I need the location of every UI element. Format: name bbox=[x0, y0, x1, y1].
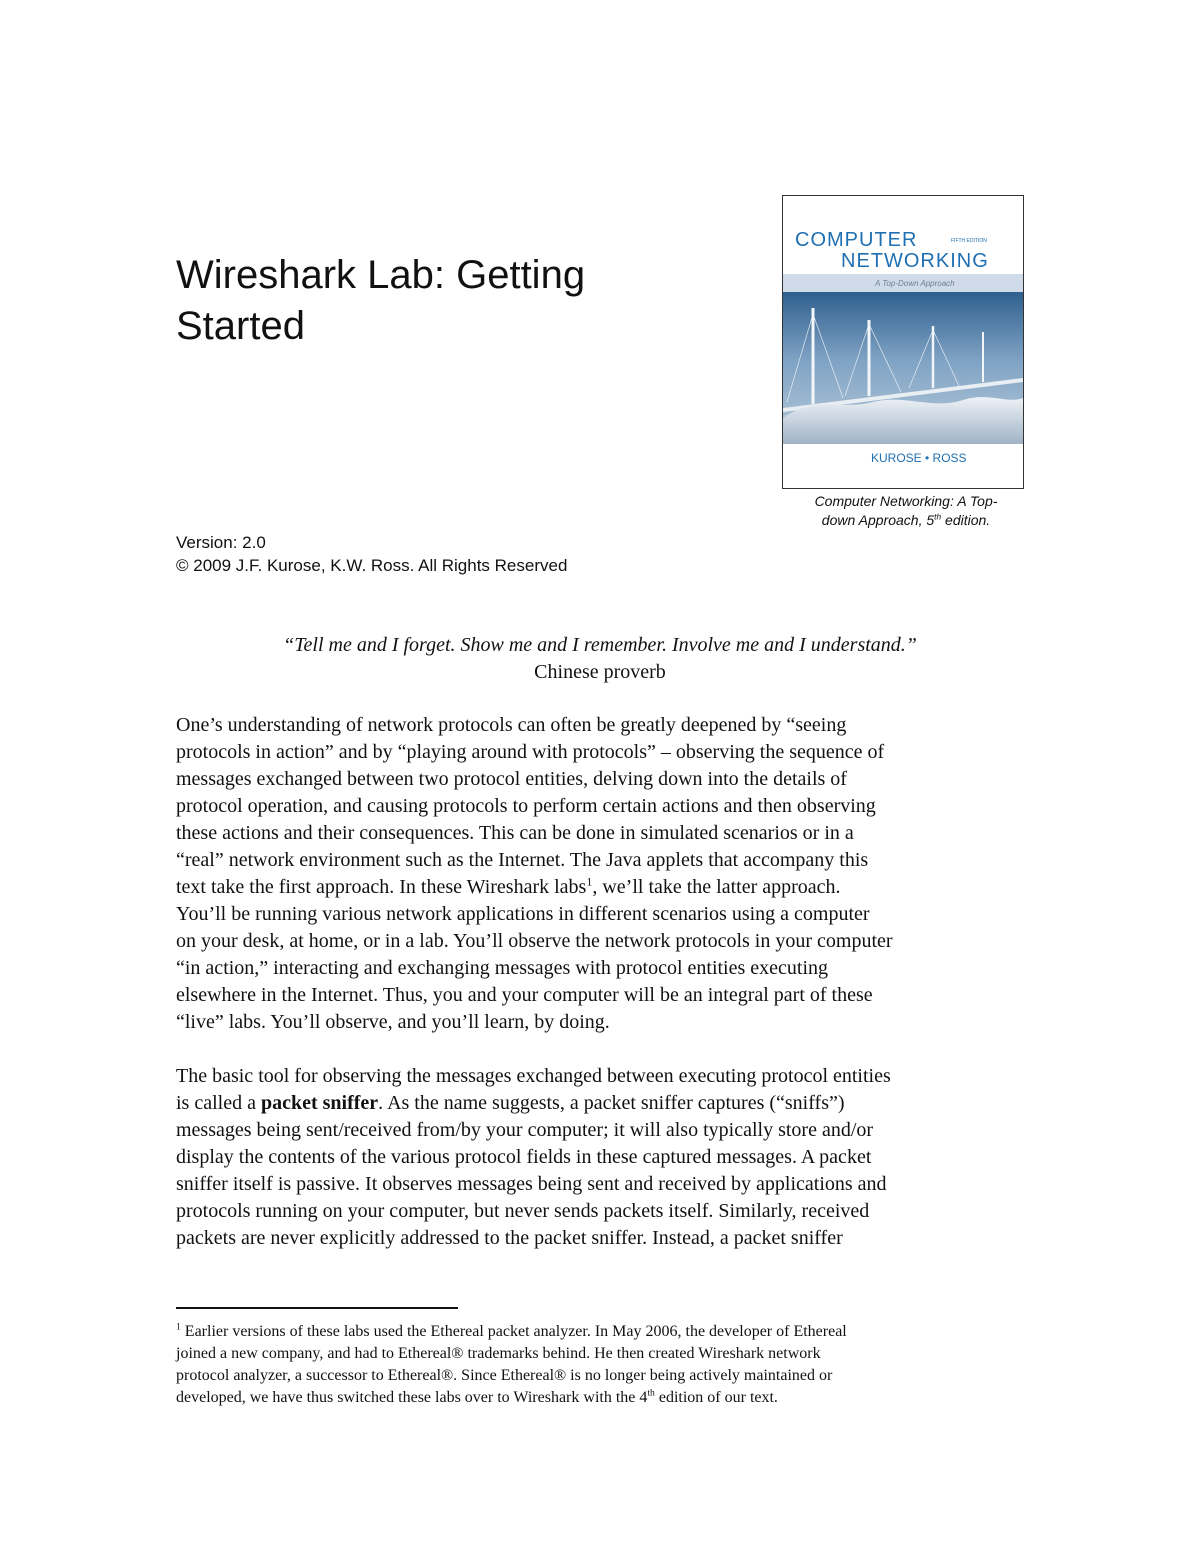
cover-caption bbox=[770, 492, 1042, 530]
footnote: $^1$ Earlier versions of these labs used the Ethereal packet analyzer. In May 2006, the developer of Ethereal joined a new company, and had to Ethereal® trademarks behind. He then created Wireshark network protocol analyzer, a successor to Ethereal®. Since Ethereal® is no longer being actively maintained or developed, we have thus switched these labs over to Wireshark with the 4th edition of our text. bbox=[176, 1321, 847, 1406]
footnote-marker: 1 bbox=[176, 1321, 181, 1333]
epigraph bbox=[176, 632, 1024, 686]
cover-authors: KUROSE • ROSS bbox=[871, 451, 967, 465]
copyright-notice: © 2009 J.F. Kurose, K.W. Ross. All Rights Reserved bbox=[176, 556, 568, 575]
paragraph-packet-sniffer: The basic tool for observing the messages exchanged between executing protocol entities is called a packet sniffer. As the name suggests, a packet sniffer captures (“sniffs”) messages being sent/received from/by your computer; it will also typically store and/or display the contents of the various protocol fields in these captured messages. A packet sniffer itself is passive. It observes messages being sent and received by applications and protocols running on your computer, but never sends packets itself. Similarly, received packets are never explicitly addressed to the packet sniffer. Instead, a packet sniffer bbox=[176, 1065, 891, 1249]
page-title bbox=[176, 250, 696, 352]
cover-word-networking: NETWORKING bbox=[841, 250, 989, 272]
epigraph-attribution: Chinese proverb bbox=[534, 661, 666, 683]
version-label: Version: 2.0 bbox=[176, 533, 266, 552]
cover-edition-tag: FIFTH EDITION bbox=[951, 238, 987, 244]
epigraph-quote: “Tell me and I forget. Show me and I remember. Involve me and I understand.” bbox=[283, 634, 917, 656]
caption-line-2: down Approach, 5th edition. bbox=[821, 511, 991, 528]
title-line-2: Started bbox=[176, 304, 305, 348]
cover-word-computer: COMPUTER bbox=[795, 229, 918, 251]
footnote-divider bbox=[176, 1307, 458, 1309]
document-meta bbox=[176, 531, 736, 577]
term-packet-sniffer: packet sniffer bbox=[260, 1092, 379, 1114]
cover-subtitle: A Top-Down Approach bbox=[875, 279, 955, 288]
paragraph-intro: One’s understanding of network protocols can often be greatly deepened by “seeing protocols in action” and by “playing around with protocols” – observing the sequence of messages exchanged between two protocol entities, delving down into the details of protocol operation, and causing protocols to perform certain actions and then observing these actions and their consequences. This can be done in simulated scenarios or in a “real” network environment such as the Internet. The Java applets that accompany this text take the first approach. In these Wireshark labs$^1$, we’ll take the latter approach. You’ll be running various network applications in different scenarios using a computer on your desk, at home, or in a lab. You’ll observe the network protocols in your computer “in action,” interacting and exchanging messages with protocol entities executing elsewhere in the Internet. Thus, you and your computer will be an integral part of these “live” labs. You’ll observe, and you’ll learn, by doing. bbox=[176, 714, 893, 1033]
footnote-ref: 1 bbox=[586, 874, 593, 889]
caption-line-1: Computer Networking: A Top- bbox=[814, 493, 998, 509]
book-cover-image bbox=[782, 195, 1024, 489]
title-line-1: Wireshark Lab: Getting bbox=[176, 253, 586, 297]
